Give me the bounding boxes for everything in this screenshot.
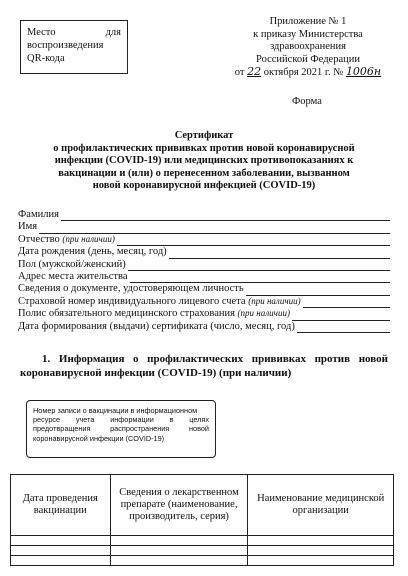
field-label: Отчество (18, 233, 60, 245)
table-cell[interactable] (248, 536, 394, 546)
field-sex (18, 259, 390, 271)
vaccination-record-number-box (26, 400, 216, 458)
note-line2: ресурсе учета информации в целях (33, 415, 209, 425)
column-header-vaccination-date: Дата проведения вакцинации (11, 475, 111, 536)
fill-line[interactable] (292, 311, 390, 321)
appendix-header (222, 16, 394, 80)
fill-line[interactable] (169, 249, 390, 259)
field-label: Имя (18, 221, 38, 233)
field-address (18, 271, 390, 283)
fill-line[interactable] (303, 298, 390, 308)
order-day-handwritten: 22 (247, 65, 262, 78)
order-month-year: октября 2021 г. № (263, 67, 344, 78)
appendix-line4: Российской Федерации (256, 53, 360, 65)
title-line3: инфекции (COVID-19) или медицинских противопоказаниях к (54, 155, 354, 166)
field-issue-date (18, 321, 390, 333)
field-hint: (при наличии) (62, 233, 115, 244)
order-number-handwritten: 1006н (345, 65, 382, 78)
note-line3: предотвращения распространения новой (33, 424, 209, 434)
fill-line[interactable] (128, 261, 390, 271)
field-label: Пол (мужской/женский) (18, 258, 126, 270)
fill-line[interactable] (130, 273, 391, 283)
column-header-medical-organization: Наименование медицинской организации (248, 475, 394, 536)
qr-code-placeholder (20, 20, 128, 74)
field-label: Дата формирования (выдачи) сертификата (число, месяц, год) (18, 320, 295, 332)
table-cell[interactable] (248, 556, 394, 566)
field-hint: (при наличии) (237, 308, 290, 319)
qr-label-qr: QR-кода (27, 53, 65, 64)
table-header-row (11, 475, 394, 536)
title-line1: Сертификат (174, 130, 234, 141)
appendix-order-date (222, 66, 394, 80)
table-row (11, 546, 394, 556)
form-label: Форма (292, 96, 322, 107)
table-cell[interactable] (11, 536, 111, 546)
title-line4: вакцинации и (или) о перенесенном заболевании, вызванном (58, 167, 350, 179)
section-1-heading (20, 352, 388, 380)
field-label: Полис обязательного медицинского страхования (18, 308, 235, 320)
personal-data-fields (18, 209, 390, 333)
certificate-title (20, 130, 388, 193)
qr-label-place: Место (27, 27, 56, 38)
table-cell[interactable] (11, 556, 111, 566)
field-surname (18, 209, 390, 221)
table-cell[interactable] (248, 546, 394, 556)
appendix-line3: здравоохранения (270, 41, 346, 52)
qr-label-reproduction: воспроизведения (27, 40, 104, 51)
section-1-heading-text: 1. Информация о профилактических прививках против новой коронавирусной инфекции (COVID-19) (при наличии) (20, 353, 388, 379)
table-row (11, 556, 394, 566)
note-line4: коронавирусной инфекции (COVID-19) (33, 433, 165, 443)
appendix-line2: к приказу Министерства (253, 28, 363, 40)
field-hint: (при наличии) (248, 295, 301, 306)
title-line2: о профилактических прививках против новой коронавирусной (53, 142, 355, 154)
order-date-prefix: от (234, 67, 245, 78)
appendix-line1: Приложение № 1 (269, 16, 347, 27)
field-patronymic (18, 234, 390, 246)
table-cell[interactable] (110, 546, 248, 556)
qr-label-for: для (105, 27, 121, 38)
field-label: Страховой номер индивидуального лицевого счета (18, 295, 246, 307)
table-row (11, 536, 394, 546)
vaccination-table (10, 474, 394, 566)
column-header-drug-info: Сведения о лекарственном препарате (наименование, производитель, серия) (110, 475, 248, 536)
field-label: Адрес места жительства (18, 270, 128, 282)
field-label: Сведения о документе, удостоверяющем личность (18, 283, 244, 295)
fill-line[interactable] (117, 236, 390, 246)
note-line1: Номер записи о вакцинации в информационном (33, 406, 198, 415)
title-line5: новой коронавирусной инфекцией (COVID-19) (92, 180, 316, 191)
field-oms-policy (18, 308, 390, 320)
table-cell[interactable] (110, 536, 248, 546)
fill-line[interactable] (61, 211, 390, 221)
field-label: Фамилия (18, 208, 59, 220)
table-cell[interactable] (11, 546, 111, 556)
field-birth-date (18, 246, 390, 258)
table-cell[interactable] (110, 556, 248, 566)
fill-line[interactable] (297, 323, 390, 333)
field-label: Дата рождения (день, месяц, год) (18, 246, 167, 258)
